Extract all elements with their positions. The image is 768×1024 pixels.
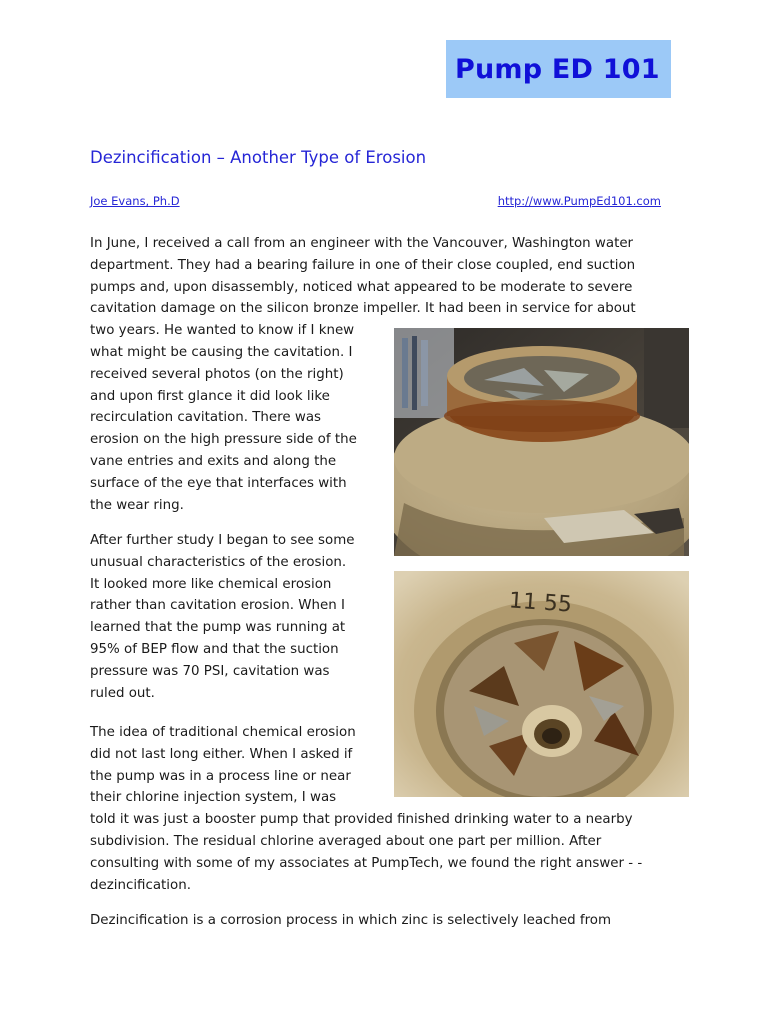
text-line: consulting with some of my associates at PumpTech, we found the right answer - - (90, 855, 643, 871)
text-line: 95% of BEP flow and that the suction (90, 641, 339, 657)
text-line: pumps and, upon disassembly, noticed what appeared to be moderate to severe (90, 279, 633, 295)
text-line: ruled out. (90, 685, 155, 701)
text-line: vane entries and exits and along the (90, 453, 337, 469)
photo-handwritten-label: 11 55 (508, 588, 573, 618)
text-line: pressure was 70 PSI, cavitation was (90, 663, 330, 679)
website-link[interactable]: http://www.PumpEd101.com (497, 194, 661, 208)
text-line: rather than cavitation erosion. When I (90, 598, 345, 614)
impeller-photo-side (394, 328, 689, 556)
text-line: dezincification. (90, 877, 191, 893)
text-line: their chlorine injection system, I was (90, 790, 337, 806)
text-line: told it was just a booster pump that provided finished drinking water to a nearby (90, 812, 633, 828)
article-title: Dezincification – Another Type of Erosion (90, 148, 427, 167)
impeller-photo-eye (394, 571, 689, 797)
text-line: what might be causing the cavitation. I (90, 344, 353, 360)
text-line: received several photos (on the right) (90, 366, 344, 382)
text-line: the pump was in a process line or near (90, 768, 351, 784)
text-line: It looked more like chemical erosion (90, 576, 332, 592)
text-line: two years. He wanted to know if I knew (90, 323, 355, 339)
text-line: After further study I began to see some (90, 533, 355, 548)
text-line: learned that the pump was running at (90, 620, 346, 636)
text-line: cavitation damage on the silicon bronze impeller. It had been in service for about (90, 301, 636, 317)
text-line: department. They had a bearing failure in one of their close coupled, end suction (90, 257, 636, 273)
author-link[interactable]: Joe Evans, Ph.D (90, 194, 180, 208)
byline (90, 194, 661, 208)
paragraph-definition (90, 910, 611, 932)
impeller-side-drawing (394, 328, 689, 556)
text-line: The idea of traditional chemical erosion (90, 725, 356, 740)
brand-banner (446, 40, 671, 98)
paragraph-study (90, 530, 355, 704)
text-line: surface of the eye that interfaces with (90, 475, 347, 491)
impeller-eye-drawing (394, 571, 689, 797)
text-line: erosion on the high pressure side of the (90, 432, 357, 448)
text-line: Dezincification is a corrosion process in which zinc is selectively leached from (90, 913, 612, 928)
text-line: recirculation cavitation. There was (90, 410, 322, 426)
text-line: the wear ring. (90, 497, 184, 513)
text-line: unusual characteristics of the erosion. (90, 554, 347, 570)
text-line: and upon first glance it did look like (90, 388, 330, 404)
text-line: did not last long either. When I asked if (90, 746, 353, 762)
text-line: subdivision. The residual chlorine averaged about one part per million. After (90, 833, 602, 849)
text-line: In June, I received a call from an engineer with the Vancouver, Washington water (90, 236, 634, 251)
brand-title: Pump ED 101 (455, 53, 660, 85)
